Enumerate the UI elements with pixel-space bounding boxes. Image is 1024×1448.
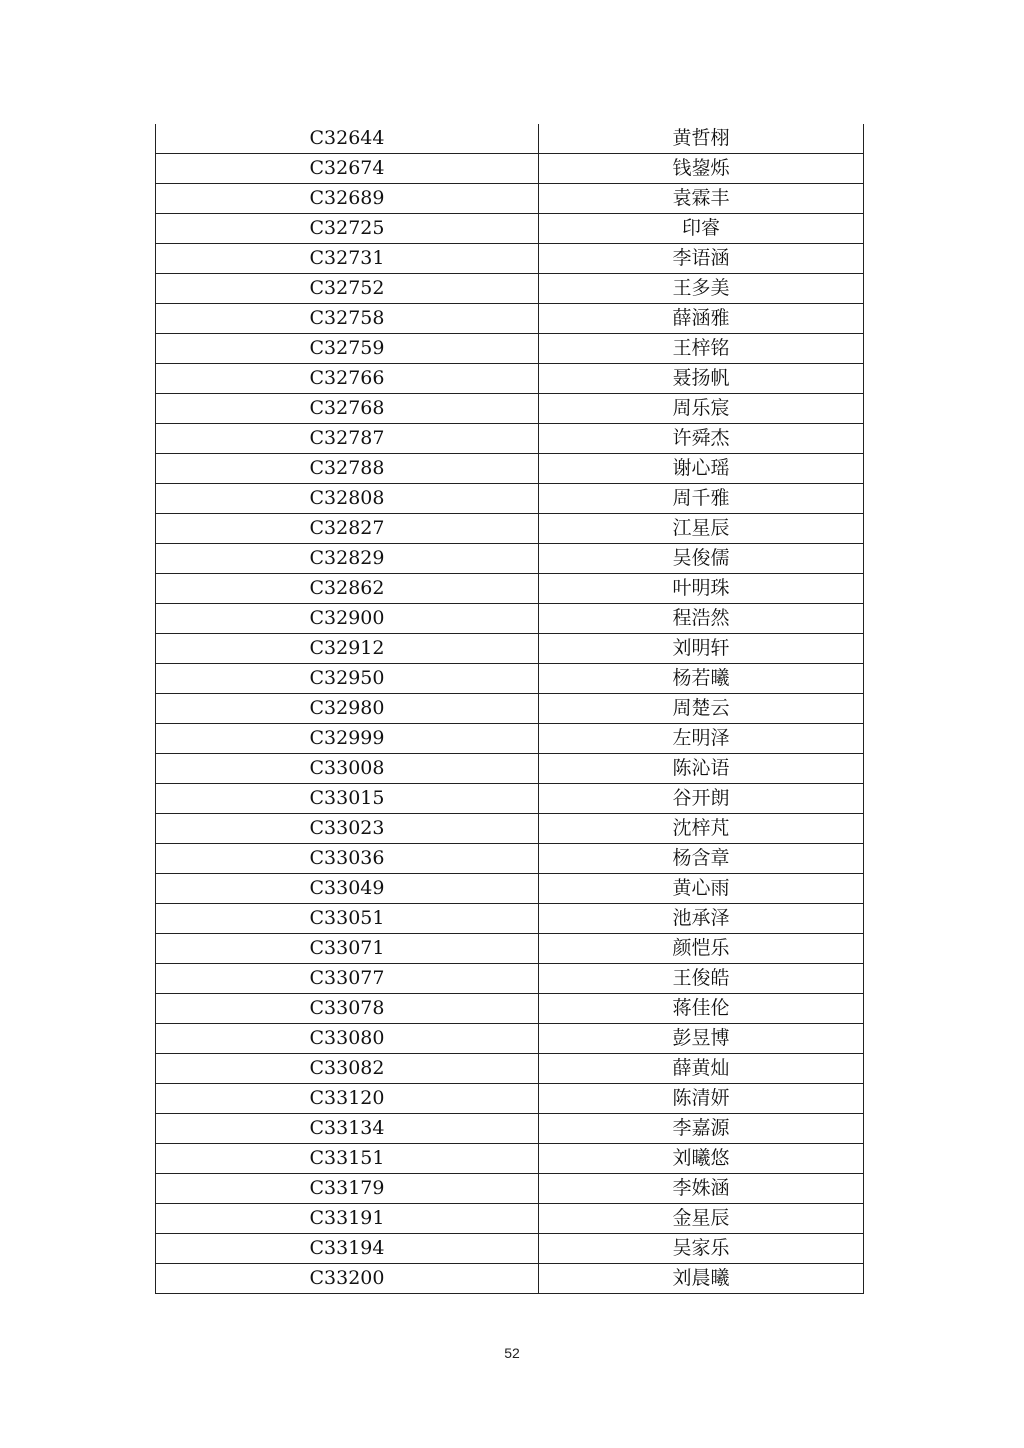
table-row (156, 484, 864, 514)
table-row (156, 874, 864, 904)
table-row (156, 784, 864, 814)
candidate-name-cell: 沈梓芃 (539, 814, 864, 844)
candidate-id-cell: C32912 (156, 634, 539, 664)
table-row (156, 1234, 864, 1264)
candidate-id-cell: C32689 (156, 184, 539, 214)
candidate-name-cell: 谷开朗 (539, 784, 864, 814)
candidate-name-cell: 吴家乐 (539, 1234, 864, 1264)
candidate-id-cell: C32950 (156, 664, 539, 694)
candidate-id-cell: C33049 (156, 874, 539, 904)
candidate-id-cell: C32758 (156, 304, 539, 334)
candidate-id-cell: C32999 (156, 724, 539, 754)
table-row (156, 934, 864, 964)
candidate-id-cell: C33194 (156, 1234, 539, 1264)
table-row (156, 1114, 864, 1144)
candidate-name-cell: 许舜杰 (539, 424, 864, 454)
candidate-name-cell: 左明泽 (539, 724, 864, 754)
candidate-id-cell: C33082 (156, 1054, 539, 1084)
table-row (156, 1264, 864, 1294)
candidate-id-cell: C32808 (156, 484, 539, 514)
table-row (156, 1174, 864, 1204)
candidate-name-cell: 黄心雨 (539, 874, 864, 904)
candidate-id-cell: C33120 (156, 1084, 539, 1114)
table-row (156, 1024, 864, 1054)
candidate-name-cell: 王俊皓 (539, 964, 864, 994)
candidate-name-cell: 杨含章 (539, 844, 864, 874)
table-row (156, 754, 864, 784)
candidate-name-cell: 陈沁语 (539, 754, 864, 784)
candidate-id-cell: C33151 (156, 1144, 539, 1174)
table-row (156, 514, 864, 544)
candidate-name-cell: 钱鋆烁 (539, 154, 864, 184)
roster-table-body (156, 124, 864, 1294)
candidate-name-cell: 薛黄灿 (539, 1054, 864, 1084)
table-row (156, 724, 864, 754)
candidate-id-cell: C33015 (156, 784, 539, 814)
table-row (156, 274, 864, 304)
candidate-name-cell: 池承泽 (539, 904, 864, 934)
candidate-id-cell: C32768 (156, 394, 539, 424)
candidate-id-cell: C33071 (156, 934, 539, 964)
table-row (156, 664, 864, 694)
candidate-id-cell: C32787 (156, 424, 539, 454)
table-row (156, 394, 864, 424)
candidate-id-cell: C33078 (156, 994, 539, 1024)
candidate-id-cell: C32980 (156, 694, 539, 724)
table-row (156, 634, 864, 664)
table-row (156, 214, 864, 244)
table-row (156, 304, 864, 334)
table-row (156, 334, 864, 364)
table-row (156, 604, 864, 634)
table-row (156, 844, 864, 874)
candidate-name-cell: 程浩然 (539, 604, 864, 634)
table-row (156, 574, 864, 604)
candidate-id-cell: C33023 (156, 814, 539, 844)
candidate-id-cell: C32827 (156, 514, 539, 544)
table-row (156, 364, 864, 394)
candidate-name-cell: 王多美 (539, 274, 864, 304)
candidate-name-cell: 周千雅 (539, 484, 864, 514)
candidate-name-cell: 颜恺乐 (539, 934, 864, 964)
candidate-id-cell: C32788 (156, 454, 539, 484)
candidate-name-cell: 金星辰 (539, 1204, 864, 1234)
candidate-name-cell: 刘曦悠 (539, 1144, 864, 1174)
table-row (156, 1144, 864, 1174)
candidate-name-cell: 李语涵 (539, 244, 864, 274)
candidate-name-cell: 叶明珠 (539, 574, 864, 604)
page-number: 52 (504, 1345, 520, 1361)
table-row (156, 1084, 864, 1114)
candidate-id-cell: C33036 (156, 844, 539, 874)
candidate-id-cell: C33077 (156, 964, 539, 994)
candidate-id-cell: C33200 (156, 1264, 539, 1294)
candidate-id-cell: C32766 (156, 364, 539, 394)
candidate-name-cell: 刘晨曦 (539, 1264, 864, 1294)
candidate-name-cell: 彭昱博 (539, 1024, 864, 1054)
candidate-id-cell: C32674 (156, 154, 539, 184)
candidate-name-cell: 周乐宸 (539, 394, 864, 424)
table-row (156, 694, 864, 724)
candidate-id-cell: C33051 (156, 904, 539, 934)
table-row (156, 1204, 864, 1234)
candidate-name-cell: 李嘉源 (539, 1114, 864, 1144)
candidate-name-cell: 聂扬帆 (539, 364, 864, 394)
candidate-name-cell: 蒋佳伦 (539, 994, 864, 1024)
candidate-name-cell: 刘明轩 (539, 634, 864, 664)
table-row (156, 964, 864, 994)
table-row (156, 904, 864, 934)
table-row (156, 424, 864, 454)
table-row (156, 154, 864, 184)
table-row (156, 244, 864, 274)
roster-table (155, 124, 864, 1294)
candidate-id-cell: C32644 (156, 124, 539, 154)
table-row (156, 1054, 864, 1084)
table-row (156, 454, 864, 484)
candidate-id-cell: C33134 (156, 1114, 539, 1144)
table-row (156, 124, 864, 154)
candidate-id-cell: C32900 (156, 604, 539, 634)
candidate-id-cell: C32731 (156, 244, 539, 274)
candidate-name-cell: 杨若曦 (539, 664, 864, 694)
table-row (156, 994, 864, 1024)
candidate-id-cell: C33191 (156, 1204, 539, 1234)
candidate-name-cell: 黄哲栩 (539, 124, 864, 154)
candidate-id-cell: C32829 (156, 544, 539, 574)
candidate-id-cell: C33080 (156, 1024, 539, 1054)
candidate-id-cell: C32752 (156, 274, 539, 304)
candidate-name-cell: 印睿 (539, 214, 864, 244)
candidate-id-cell: C32725 (156, 214, 539, 244)
candidate-id-cell: C32759 (156, 334, 539, 364)
candidate-id-cell: C33179 (156, 1174, 539, 1204)
candidate-name-cell: 吴俊儒 (539, 544, 864, 574)
table-row (156, 814, 864, 844)
candidate-name-cell: 薛涵雅 (539, 304, 864, 334)
table-row (156, 544, 864, 574)
table-row (156, 184, 864, 214)
candidate-name-cell: 周楚云 (539, 694, 864, 724)
candidate-name-cell: 王梓铭 (539, 334, 864, 364)
candidate-name-cell: 李姝涵 (539, 1174, 864, 1204)
candidate-name-cell: 袁霖丰 (539, 184, 864, 214)
candidate-name-cell: 江星辰 (539, 514, 864, 544)
candidate-id-cell: C33008 (156, 754, 539, 784)
candidate-id-cell: C32862 (156, 574, 539, 604)
candidate-name-cell: 陈清妍 (539, 1084, 864, 1114)
candidate-name-cell: 谢心瑶 (539, 454, 864, 484)
